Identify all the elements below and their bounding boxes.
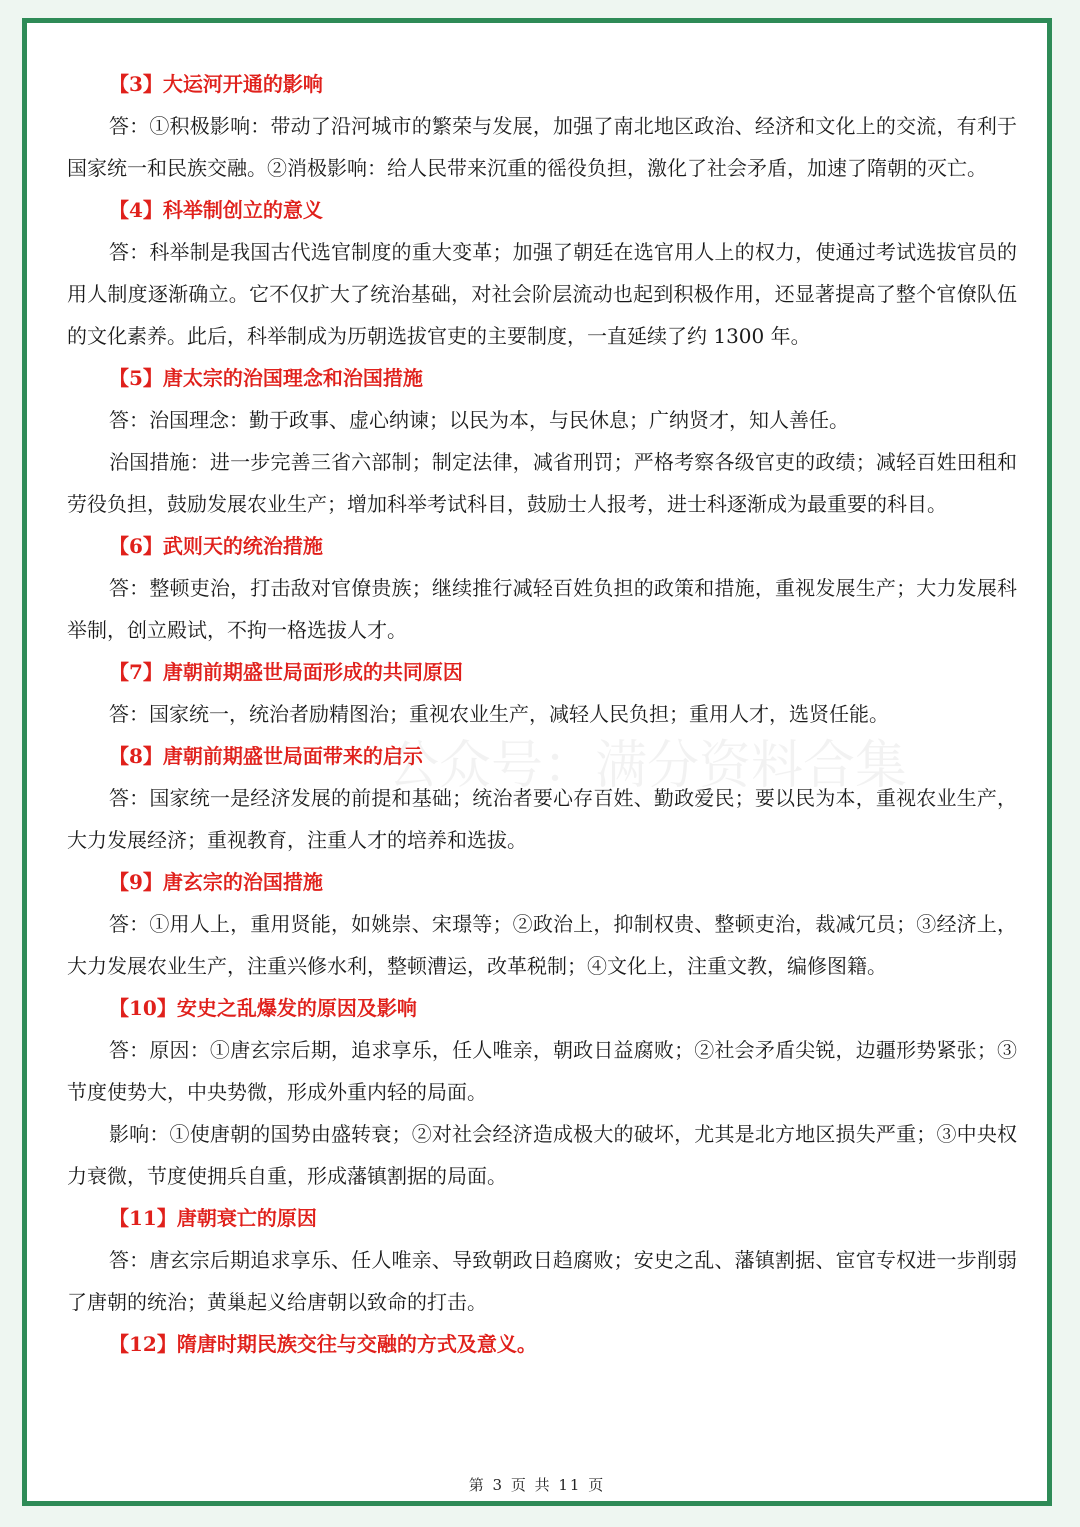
section-paragraph: 治国措施：进一步完善三省六部制；制定法律，减省刑罚；严格考察各级官吏的政绩；减轻百姓田租和劳役负担，鼓励发展农业生产；增加科举考试科目，鼓励士人报考，进士科逐渐成为最重要的科目。 [67, 450, 1017, 516]
section-11 [67, 1197, 1017, 1323]
watermark: 公众号：满分资料合集 [387, 736, 908, 796]
section-paragraph: 影响：①使唐朝的国势由盛转衰；②对社会经济造成极大的破坏，尤其是北方地区损失严重；③中央权力衰微，节度使拥兵自重，形成藩镇割据的局面。 [67, 1122, 1017, 1188]
section-3 [67, 63, 1017, 189]
section-paragraph: 答：①用人上，重用贤能，如姚崇、宋璟等；②政治上，抑制权贵、整顿吏治，裁减冗员；③经济上，大力发展农业生产，注重兴修水利，整顿漕运，改革税制；④文化上，注重文教，编修图籍。 [67, 912, 1017, 978]
section-paragraph: 答：国家统一，统治者励精图治；重视农业生产，减轻人民负担；重用人才，选贤任能。 [109, 702, 889, 726]
section-4 [67, 189, 1017, 357]
section-paragraph: 答：国家统一是经济发展的前提和基础；统治者要心存百姓、勤政爱民；要以民为本，重视农业生产，大力发展经济；重视教育，注重人才的培养和选拔。 [67, 786, 1017, 852]
section-12 [67, 1323, 1017, 1365]
section-heading: 【7】唐朝前期盛世局面形成的共同原因 [109, 660, 463, 684]
section-heading: 【9】唐玄宗的治国措施 [109, 870, 323, 894]
section-8 [67, 735, 1017, 861]
section-paragraph: 答：整顿吏治，打击敌对官僚贵族；继续推行减轻百姓负担的政策和措施，重视发展生产；大力发展科举制，创立殿试，不拘一格选拔人才。 [67, 576, 1017, 642]
page-number: 第 3 页 共 11 页 [468, 1476, 606, 1494]
section-9 [67, 861, 1017, 987]
section-paragraph: 答：科举制是我国古代选官制度的重大变革；加强了朝廷在选官用人上的权力，使通过考试选拔官员的用人制度逐渐确立。它不仅扩大了统治基础，对社会阶层流动也起到积极作用，还显著提高了整个官僚队伍的文化素养。此后，科举制成为历朝选拔官吏的主要制度，一直延续了约 1300 年。 [67, 240, 1017, 348]
section-heading: 【6】武则天的统治措施 [109, 534, 323, 558]
section-paragraph: 答：①积极影响：带动了沿河城市的繁荣与发展，加强了南北地区政治、经济和文化上的交流，有利于国家统一和民族交融。②消极影响：给人民带来沉重的徭役负担，激化了社会矛盾，加速了隋朝的灭亡。 [67, 114, 1017, 180]
section-heading: 【12】隋唐时期民族交往与交融的方式及意义。 [109, 1332, 537, 1356]
section-heading: 【11】唐朝衰亡的原因 [109, 1206, 317, 1230]
section-paragraph: 答：原因：①唐玄宗后期，追求享乐，任人唯亲，朝政日益腐败；②社会矛盾尖锐，边疆形势紧张；③节度使势大，中央势微，形成外重内轻的局面。 [67, 1038, 1017, 1104]
section-heading: 【3】大运河开通的影响 [109, 72, 323, 96]
section-heading: 【4】科举制创立的意义 [109, 198, 323, 222]
section-heading: 【10】安史之乱爆发的原因及影响 [109, 996, 417, 1020]
section-heading: 【8】唐朝前期盛世局面带来的启示 [109, 744, 423, 768]
section-heading: 【5】唐太宗的治国理念和治国措施 [109, 366, 423, 390]
section-10 [67, 987, 1017, 1197]
section-paragraph: 答：治国理念：勤于政事、虚心纳谏；以民为本，与民休息；广纳贤才，知人善任。 [109, 408, 849, 432]
section-5 [67, 357, 1017, 525]
document-page [22, 18, 1052, 1506]
section-6 [67, 525, 1017, 651]
document-content [67, 63, 1017, 1365]
section-7 [67, 651, 1017, 735]
section-paragraph: 答：唐玄宗后期追求享乐、任人唯亲、导致朝政日趋腐败；安史之乱、藩镇割据、宦官专权进一步削弱了唐朝的统治；黄巢起义给唐朝以致命的打击。 [67, 1248, 1017, 1314]
